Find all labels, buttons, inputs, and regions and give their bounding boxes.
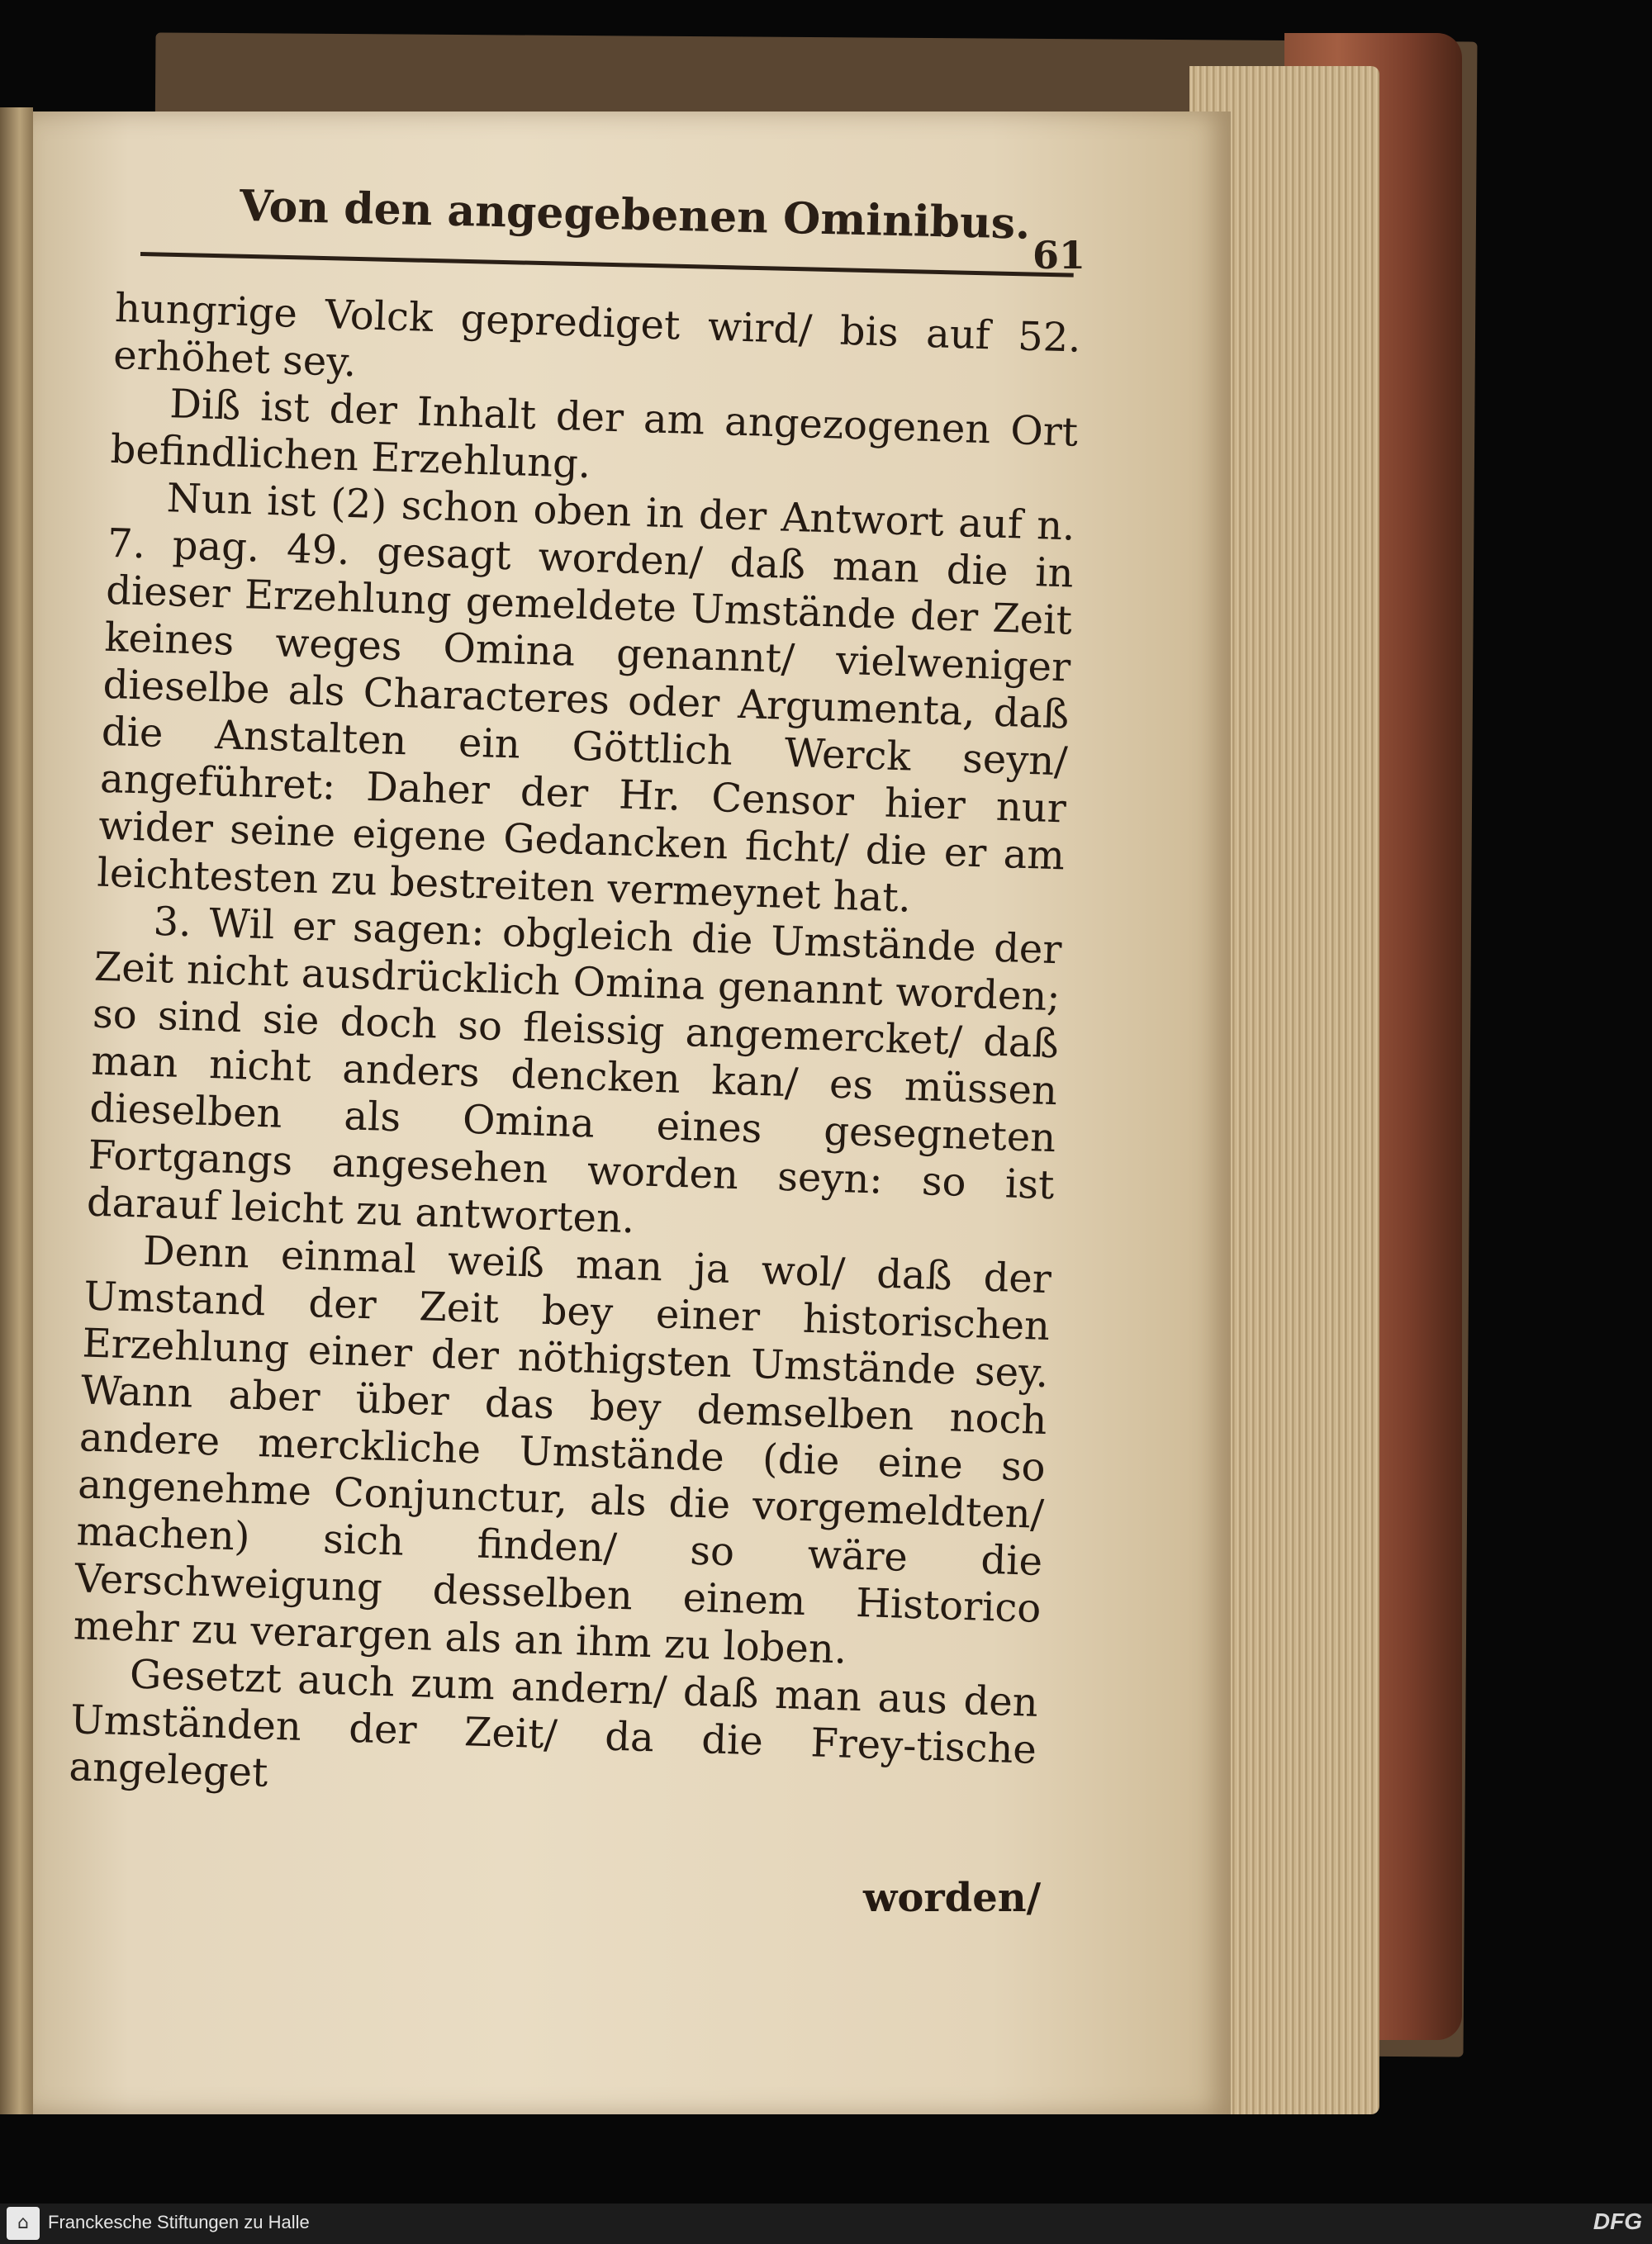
catchword: worden/	[863, 1875, 1042, 1921]
facing-page-edge	[0, 107, 33, 2114]
institution-logo-icon: ⌂	[7, 2207, 40, 2240]
paragraph: 3. Wil er sagen: obgleich die Umstände der Zeit nicht ausdrücklich Omina genannt worden; so sind sie doch so fleissig angemercket/ daß man nicht anders dencken kan/ es müssen dieselben als Omina eines gesegneten Fortgangs angesehen worden seyn: so ist darauf leicht zu antworten.	[86, 898, 1063, 1243]
footer-institution: Franckesche Stiftungen zu Halle	[48, 2212, 310, 2232]
paragraph: Denn einmal weiß man ja wol/ daß der Umstand der Zeit bey einer historischen Erzehlung einer der nöthigsten Umstände sey. Wann aber über das bey demselben noch andere merckliche Umstände (die eine so angenehme Conjunctur, als die vorgemeldten/ machen) sich finden/ so wäre die Verschweigung desselben einem Historico mehr zu verargen als an ihm zu loben.	[73, 1227, 1052, 1673]
page-number: 61	[1032, 233, 1086, 278]
body-text	[69, 285, 1082, 1821]
paragraph: hungrige Volck geprediget wird/ bis auf 52. erhöhet sey.	[112, 285, 1082, 387]
running-head: Von den angegebenen Ominibus.	[239, 180, 1031, 249]
footer-funder-logo: DFG	[1593, 2208, 1642, 2234]
paragraph: Nun ist (2) schon oben in der Antwort auf n. 7. pag. 49. gesagt worden/ daß man die in dieser Erzehlung gemeldete Umstände der Zeit keines weges Omina genannt/ vielweniger dieselbe als Characteres oder Argumenta, daß die Anstalten ein Göttlich Werck seyn/ angeführet: Daher der Hr. Censor hier nur wider seine eigene Gedancken ficht/ die er am leichtesten zu bestreiten vermeynet hat.	[96, 475, 1076, 922]
paragraph: Diß ist der Inhalt der am angezogenen Ort befindlichen Erzehlung.	[109, 381, 1079, 488]
paragraph: Gesetzt auch zum andern/ daß man aus den Umständen der Zeit/ da die Frey-tische angeleget	[68, 1651, 1039, 1796]
